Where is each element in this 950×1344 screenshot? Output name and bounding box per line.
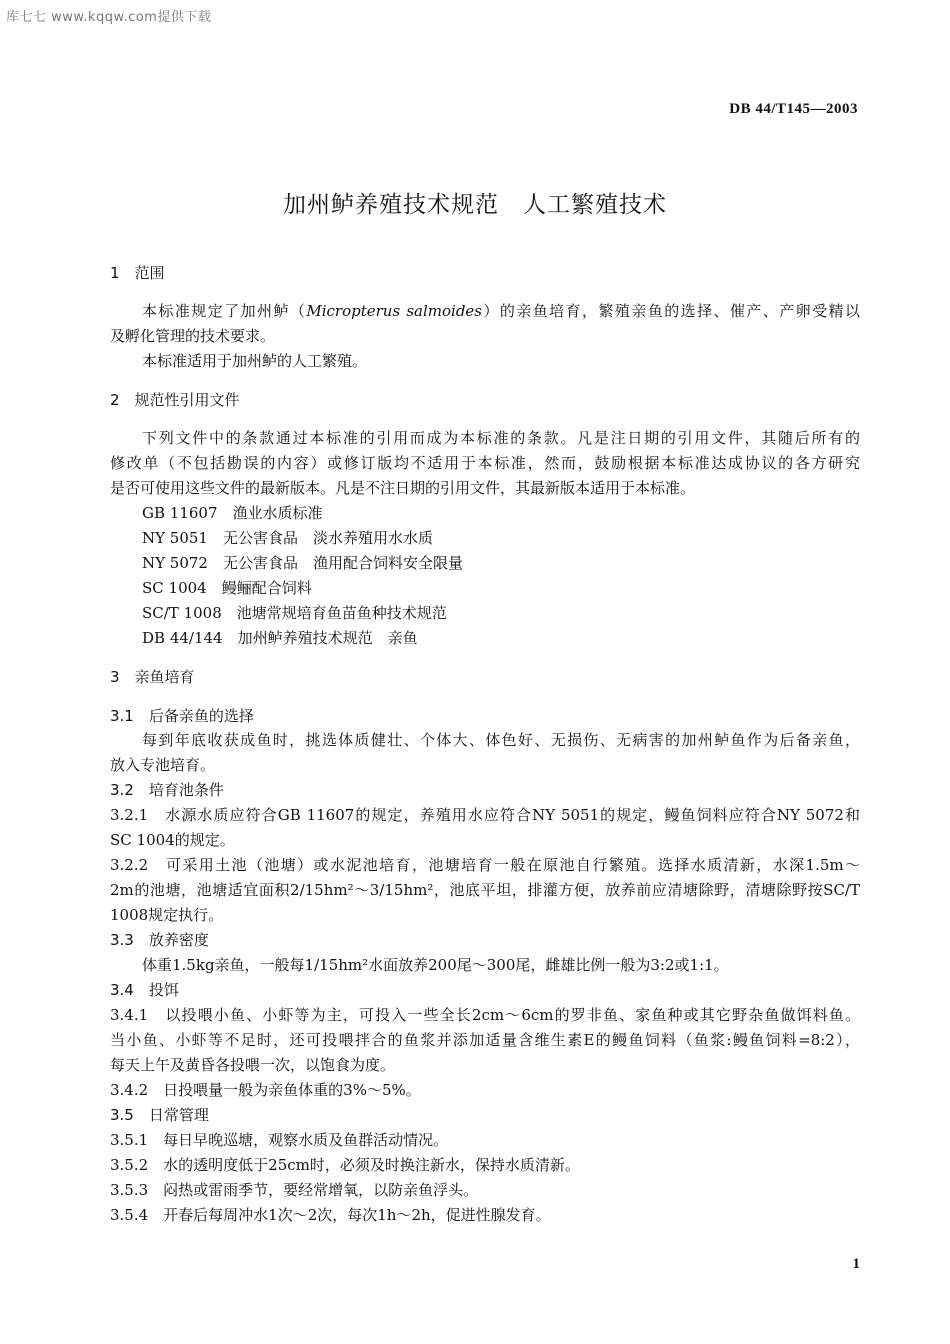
clause-3-4-1-line-2: 当小鱼、小虾等不足时，还可投喂拌合的鱼浆并添加适量含维生素E的鳗鱼饲料（鱼浆:鳗鱼饲料=8:2）， [110, 1031, 860, 1049]
subsection-3-3-line-1: 体重1.5kg亲鱼，一般每1/15hm²水面放养200尾～300尾，雌雄比例一般为3:2或1:1。 [142, 956, 729, 974]
reference-item: NY 5051 无公害食品 淡水养殖用水水质 [142, 529, 433, 547]
section-1-paragraph-1-line-2: 及孵化管理的技术要求。 [110, 327, 276, 345]
subsection-3-1-line-2: 放入专池培育。 [110, 756, 216, 774]
reference-item: DB 44/144 加州鲈养殖技术规范 亲鱼 [142, 629, 418, 647]
clause-3-5-2: 3.5.2 水的透明度低于25cm时，必须及时换注新水，保持水质清新。 [110, 1156, 580, 1174]
clause-3-5-4: 3.5.4 开春后每周冲水1次～2次，每次1h～2h，促进性腺发育。 [110, 1206, 551, 1224]
subsection-3-1-heading: 3.1 后备亲鱼的选择 [110, 707, 254, 725]
section-1-paragraph-2: 本标准适用于加州鲈的人工繁殖。 [142, 352, 368, 370]
clause-3-4-2: 3.4.2 日投喂量一般为亲鱼体重的3%～5%。 [110, 1081, 421, 1099]
subsection-3-1-line-1: 每到年底收获成鱼时，挑选体质健壮、个体大、体色好、无损伤、无病害的加州鲈鱼作为后备亲鱼， [142, 731, 860, 749]
latin-species-name: Micropterus salmoides [306, 302, 483, 320]
clause-3-4-1-line-3: 每天上午及黄昏各投喂一次，以饱食为度。 [110, 1056, 396, 1074]
watermark: 库七七 www.kqqw.com提供下载 [6, 10, 212, 25]
section-1-heading: 1 范围 [110, 264, 165, 282]
reference-item: SC 1004 鳗鲡配合饲料 [142, 579, 312, 597]
subsection-3-4-heading: 3.4 投饵 [110, 981, 179, 999]
document-title: 加州鲈养殖技术规范 人工繁殖技术 [283, 192, 667, 218]
section-2-paragraph-line-2: 修改单（不包括勘误的内容）或修订版均不适用于本标准，然而，鼓励根据本标准达成协议的各方研究 [110, 454, 860, 472]
section-2-paragraph-line-1: 下列文件中的条款通过本标准的引用而成为本标准的条款。凡是注日期的引用文件，其随后所有的 [142, 429, 860, 447]
page-number: 1 [852, 1256, 860, 1272]
reference-item: SC/T 1008 池塘常规培育鱼苗鱼种技术规范 [142, 604, 447, 622]
subsection-3-3-heading: 3.3 放养密度 [110, 931, 209, 949]
clause-3-5-1: 3.5.1 每日早晚巡塘，观察水质及鱼群活动情况。 [110, 1131, 449, 1149]
reference-item: GB 11607 渔业水质标准 [142, 504, 323, 522]
clause-3-4-1-line-1: 3.4.1 以投喂小鱼、小虾等为主，可投入一些全长2cm～6cm的罗非鱼、家鱼种或其它野杂鱼做饵料鱼。 [110, 1006, 860, 1024]
subsection-3-5-heading: 3.5 日常管理 [110, 1106, 209, 1124]
clause-3-5-3: 3.5.3 闷热或雷雨季节，要经常增氧，以防亲鱼浮头。 [110, 1181, 479, 1199]
subsection-3-2-heading: 3.2 培育池条件 [110, 781, 224, 799]
reference-item: NY 5072 无公害食品 渔用配合饲料安全限量 [142, 554, 463, 572]
clause-3-2-1-line-1: 3.2.1 水源水质应符合GB 11607的规定，养殖用水应符合NY 5051的规定，鳗鱼饲料应符合NY 5072和 [110, 806, 860, 824]
clause-3-2-2-line-2: 2m的池塘，池塘适宜面积2/15hm²～3/15hm²，池底平坦，排灌方便，放养前应清塘除野，清塘除野按SC/T [110, 881, 860, 899]
section-1-paragraph-1-line-1: 本标准规定了加州鲈（Micropterus salmoides）的亲鱼培育，繁殖亲鱼的选择、催产、产卵受精以 [142, 302, 860, 320]
standard-code: DB 44/T145—2003 [729, 101, 858, 117]
section-3-heading: 3 亲鱼培育 [110, 668, 195, 686]
section-2-heading: 2 规范性引用文件 [110, 391, 240, 409]
clause-3-2-2-line-1: 3.2.2 可采用土池（池塘）或水泥池培育，池塘培育一般在原池自行繁殖。选择水质清新，水深1.5m～ [110, 856, 860, 874]
section-2-paragraph-line-3: 是否可使用这些文件的最新版本。凡是不注日期的引用文件，其最新版本适用于本标准。 [110, 479, 696, 497]
clause-3-2-1-line-2: SC 1004的规定。 [110, 831, 235, 849]
clause-3-2-2-line-3: 1008规定执行。 [110, 906, 224, 924]
